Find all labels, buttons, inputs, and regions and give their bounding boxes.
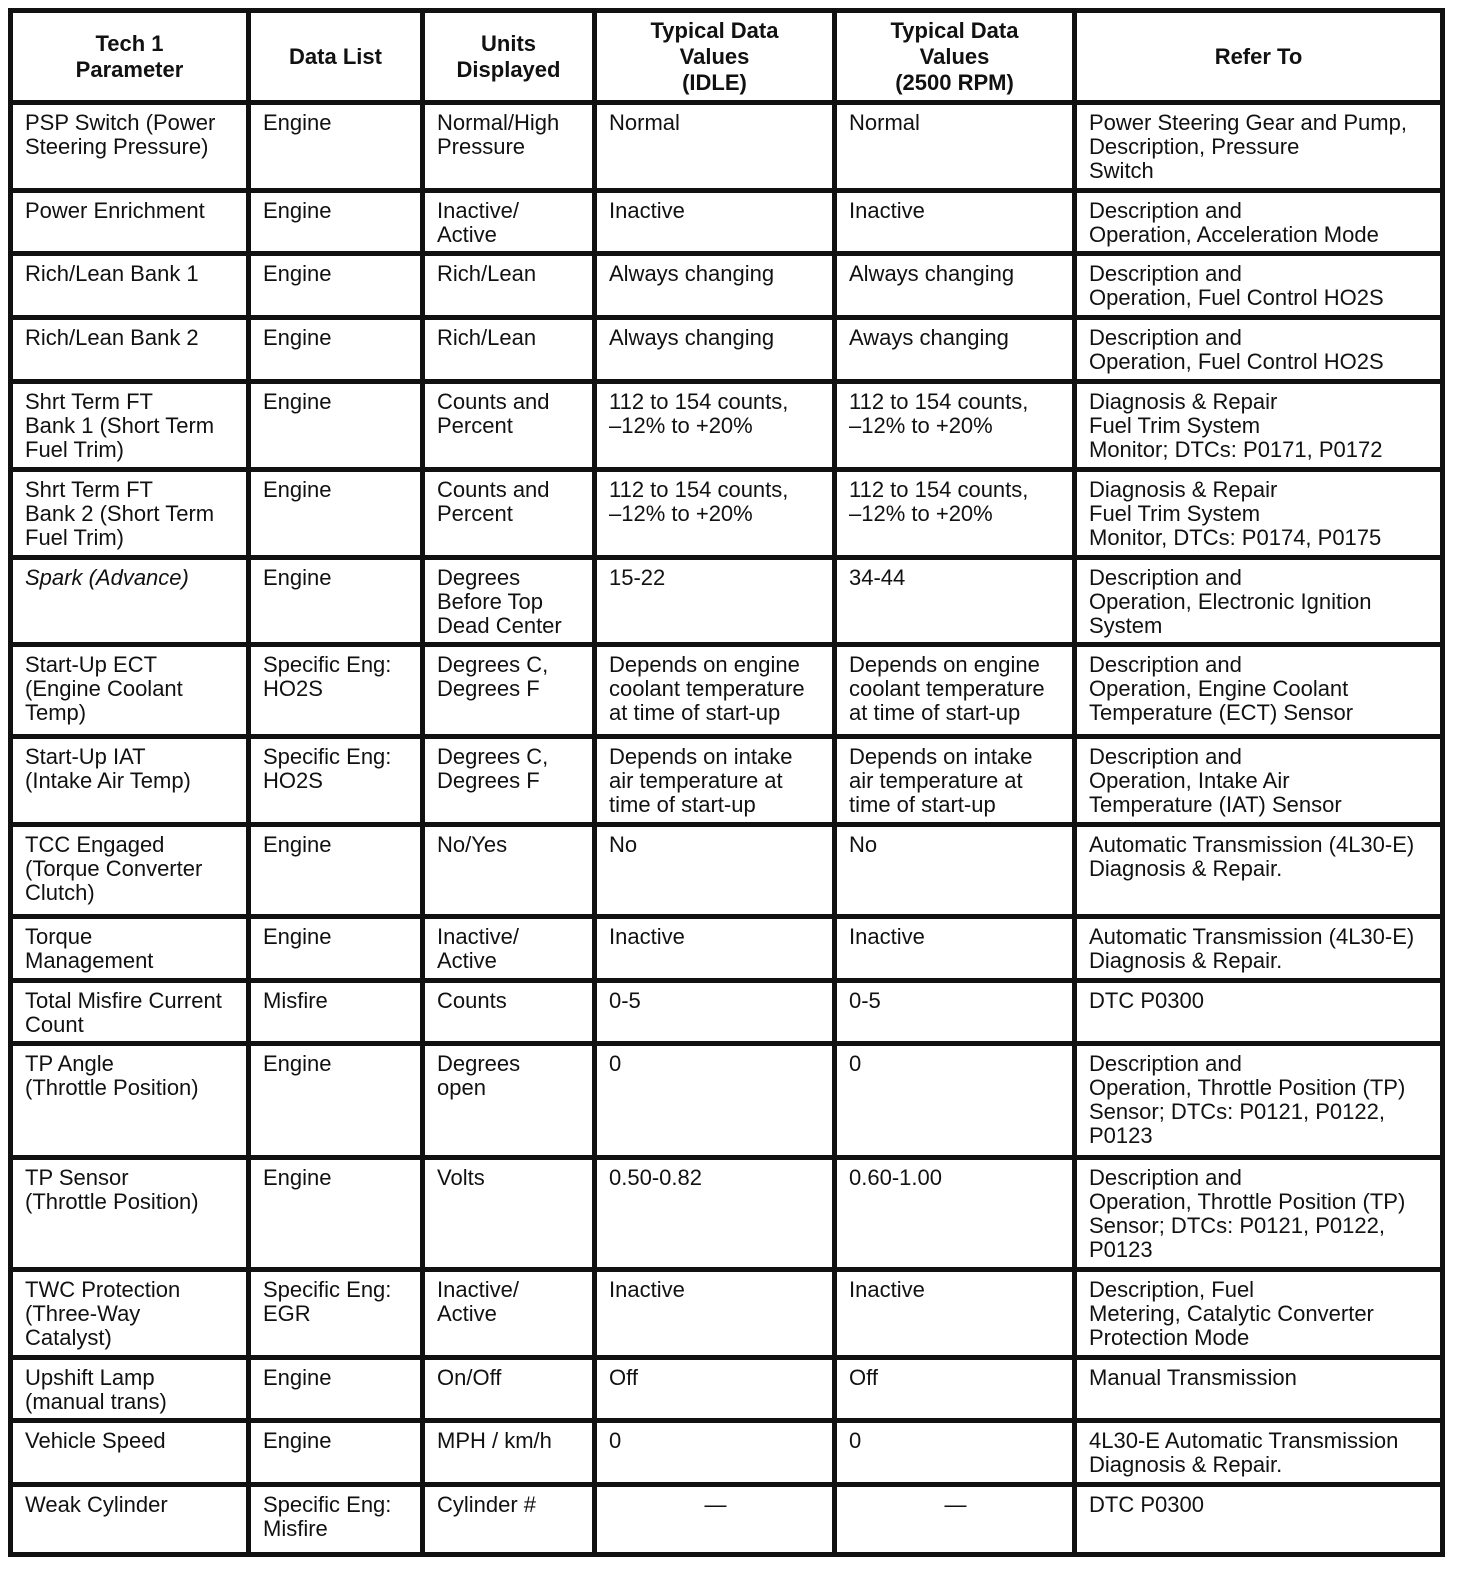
cell-data-list: Engine (249, 917, 423, 981)
cell-refer-to: Description and Operation, Throttle Position (TP) Sensor; DTCs: P0121, P0122, P0123 (1075, 1158, 1443, 1270)
table-row (11, 1358, 1443, 1421)
cell-parameter: Torque Management (11, 917, 249, 981)
cell-units: Inactive/ Active (423, 1270, 595, 1358)
cell-data-list: Specific Eng: HO2S (249, 645, 423, 737)
cell-data-list: Engine (249, 254, 423, 318)
table-body (11, 103, 1443, 1555)
cell-refer-to: Manual Transmission (1075, 1358, 1443, 1421)
cell-2500-rpm-value: Always changing (835, 254, 1075, 318)
cell-data-list: Engine (249, 191, 423, 254)
cell-idle-value: Always changing (595, 318, 835, 382)
cell-units: Degrees open (423, 1044, 595, 1158)
cell-units: Counts and Percent (423, 382, 595, 470)
cell-data-list: Engine (249, 1044, 423, 1158)
cell-refer-to: DTC P0300 (1075, 1485, 1443, 1555)
cell-idle-value: — (595, 1485, 835, 1555)
cell-data-list: Engine (249, 470, 423, 558)
cell-2500-rpm-value: 0 (835, 1421, 1075, 1485)
header-row (11, 11, 1443, 103)
cell-2500-rpm-value: 0.60-1.00 (835, 1158, 1075, 1270)
header-idle: Typical Data Values (IDLE) (595, 11, 835, 103)
cell-idle-value: 0 (595, 1421, 835, 1485)
cell-2500-rpm-value: Normal (835, 103, 1075, 191)
cell-parameter: Shrt Term FT Bank 1 (Short Term Fuel Trim) (11, 382, 249, 470)
cell-idle-value: Depends on engine coolant temperature at time of start-up (595, 645, 835, 737)
cell-parameter: Rich/Lean Bank 1 (11, 254, 249, 318)
cell-refer-to: Automatic Transmission (4L30-E) Diagnosis & Repair. (1075, 825, 1443, 917)
cell-parameter: Weak Cylinder (11, 1485, 249, 1555)
cell-units: Rich/Lean (423, 318, 595, 382)
cell-refer-to: Description and Operation, Acceleration Mode (1075, 191, 1443, 254)
table-row (11, 737, 1443, 825)
cell-units: Degrees Before Top Dead Center (423, 558, 595, 645)
table-row (11, 1485, 1443, 1555)
cell-refer-to: Description and Operation, Electronic Ignition System (1075, 558, 1443, 645)
cell-units: Counts (423, 981, 595, 1044)
cell-units: Degrees C, Degrees F (423, 737, 595, 825)
cell-refer-to: 4L30-E Automatic Transmission Diagnosis & Repair. (1075, 1421, 1443, 1485)
cell-units: Inactive/ Active (423, 191, 595, 254)
header-units: Units Displayed (423, 11, 595, 103)
cell-idle-value: Always changing (595, 254, 835, 318)
cell-refer-to: Automatic Transmission (4L30-E) Diagnosis & Repair. (1075, 917, 1443, 981)
cell-data-list: Specific Eng: EGR (249, 1270, 423, 1358)
table-row (11, 825, 1443, 917)
cell-parameter: Spark (Advance) (11, 558, 249, 645)
cell-parameter: PSP Switch (Power Steering Pressure) (11, 103, 249, 191)
cell-units: No/Yes (423, 825, 595, 917)
cell-data-list: Engine (249, 1358, 423, 1421)
table-row (11, 1044, 1443, 1158)
cell-units: Normal/High Pressure (423, 103, 595, 191)
cell-2500-rpm-value: — (835, 1485, 1075, 1555)
cell-2500-rpm-value: 34-44 (835, 558, 1075, 645)
cell-units: Rich/Lean (423, 254, 595, 318)
table-row (11, 254, 1443, 318)
cell-2500-rpm-value: No (835, 825, 1075, 917)
header-refer-to: Refer To (1075, 11, 1443, 103)
cell-parameter: Upshift Lamp (manual trans) (11, 1358, 249, 1421)
cell-refer-to: Description and Operation, Intake Air Temperature (IAT) Sensor (1075, 737, 1443, 825)
table-row (11, 558, 1443, 645)
cell-refer-to: DTC P0300 (1075, 981, 1443, 1044)
cell-refer-to: Description, Fuel Metering, Catalytic Converter Protection Mode (1075, 1270, 1443, 1358)
cell-2500-rpm-value: 112 to 154 counts, –12% to +20% (835, 382, 1075, 470)
cell-idle-value: Off (595, 1358, 835, 1421)
cell-idle-value: Inactive (595, 1270, 835, 1358)
cell-2500-rpm-value: Inactive (835, 917, 1075, 981)
cell-idle-value: 0 (595, 1044, 835, 1158)
cell-data-list: Engine (249, 1158, 423, 1270)
table-row (11, 191, 1443, 254)
cell-2500-rpm-value: Aways changing (835, 318, 1075, 382)
cell-2500-rpm-value: Depends on intake air temperature at time of start-up (835, 737, 1075, 825)
table-row (11, 1421, 1443, 1485)
table-row (11, 917, 1443, 981)
cell-units: Counts and Percent (423, 470, 595, 558)
cell-refer-to: Power Steering Gear and Pump, Description, Pressure Switch (1075, 103, 1443, 191)
cell-2500-rpm-value: 0-5 (835, 981, 1075, 1044)
table-row (11, 981, 1443, 1044)
cell-2500-rpm-value: Inactive (835, 1270, 1075, 1358)
cell-2500-rpm-value: 0 (835, 1044, 1075, 1158)
cell-parameter: Start-Up ECT (Engine Coolant Temp) (11, 645, 249, 737)
cell-2500-rpm-value: 112 to 154 counts, –12% to +20% (835, 470, 1075, 558)
cell-parameter: TWC Protection (Three-Way Catalyst) (11, 1270, 249, 1358)
cell-refer-to: Diagnosis & Repair Fuel Trim System Monitor, DTCs: P0174, P0175 (1075, 470, 1443, 558)
cell-data-list: Engine (249, 103, 423, 191)
cell-parameter: Rich/Lean Bank 2 (11, 318, 249, 382)
cell-idle-value: Inactive (595, 191, 835, 254)
cell-refer-to: Description and Operation, Throttle Position (TP) Sensor; DTCs: P0121, P0122, P0123 (1075, 1044, 1443, 1158)
cell-parameter: TP Angle (Throttle Position) (11, 1044, 249, 1158)
table-row (11, 318, 1443, 382)
cell-data-list: Engine (249, 558, 423, 645)
cell-parameter: Vehicle Speed (11, 1421, 249, 1485)
table-row (11, 470, 1443, 558)
cell-data-list: Specific Eng: HO2S (249, 737, 423, 825)
tech1-parameter-table (8, 8, 1445, 1557)
cell-data-list: Misfire (249, 981, 423, 1044)
table-row (11, 382, 1443, 470)
cell-refer-to: Description and Operation, Fuel Control HO2S (1075, 254, 1443, 318)
cell-2500-rpm-value: Off (835, 1358, 1075, 1421)
cell-2500-rpm-value: Depends on engine coolant temperature at time of start-up (835, 645, 1075, 737)
cell-parameter: Total Misfire Current Count (11, 981, 249, 1044)
cell-idle-value: 0-5 (595, 981, 835, 1044)
cell-idle-value: Normal (595, 103, 835, 191)
cell-parameter: TP Sensor (Throttle Position) (11, 1158, 249, 1270)
cell-data-list: Specific Eng: Misfire (249, 1485, 423, 1555)
cell-parameter: TCC Engaged (Torque Converter Clutch) (11, 825, 249, 917)
cell-refer-to: Description and Operation, Engine Coolant Temperature (ECT) Sensor (1075, 645, 1443, 737)
table-row (11, 103, 1443, 191)
cell-units: Degrees C, Degrees F (423, 645, 595, 737)
cell-parameter: Start-Up IAT (Intake Air Temp) (11, 737, 249, 825)
cell-units: Volts (423, 1158, 595, 1270)
cell-idle-value: 112 to 154 counts, –12% to +20% (595, 470, 835, 558)
cell-units: Cylinder # (423, 1485, 595, 1555)
cell-data-list: Engine (249, 825, 423, 917)
table-row (11, 1270, 1443, 1358)
cell-data-list: Engine (249, 382, 423, 470)
cell-idle-value: Depends on intake air temperature at time of start-up (595, 737, 835, 825)
cell-2500-rpm-value: Inactive (835, 191, 1075, 254)
cell-idle-value: No (595, 825, 835, 917)
cell-data-list: Engine (249, 318, 423, 382)
cell-idle-value: 0.50-0.82 (595, 1158, 835, 1270)
cell-units: MPH / km/h (423, 1421, 595, 1485)
tech1-parameter-table-sheet (8, 8, 1440, 1556)
cell-idle-value: 112 to 154 counts, –12% to +20% (595, 382, 835, 470)
cell-idle-value: Inactive (595, 917, 835, 981)
cell-refer-to: Description and Operation, Fuel Control HO2S (1075, 318, 1443, 382)
table-row (11, 645, 1443, 737)
cell-data-list: Engine (249, 1421, 423, 1485)
cell-units: On/Off (423, 1358, 595, 1421)
cell-refer-to: Diagnosis & Repair Fuel Trim System Monitor; DTCs: P0171, P0172 (1075, 382, 1443, 470)
cell-units: Inactive/ Active (423, 917, 595, 981)
cell-parameter: Shrt Term FT Bank 2 (Short Term Fuel Trim) (11, 470, 249, 558)
header-2500-rpm: Typical Data Values (2500 RPM) (835, 11, 1075, 103)
cell-parameter: Power Enrichment (11, 191, 249, 254)
header-parameter: Tech 1 Parameter (11, 11, 249, 103)
table-row (11, 1158, 1443, 1270)
cell-idle-value: 15-22 (595, 558, 835, 645)
header-data-list: Data List (249, 11, 423, 103)
